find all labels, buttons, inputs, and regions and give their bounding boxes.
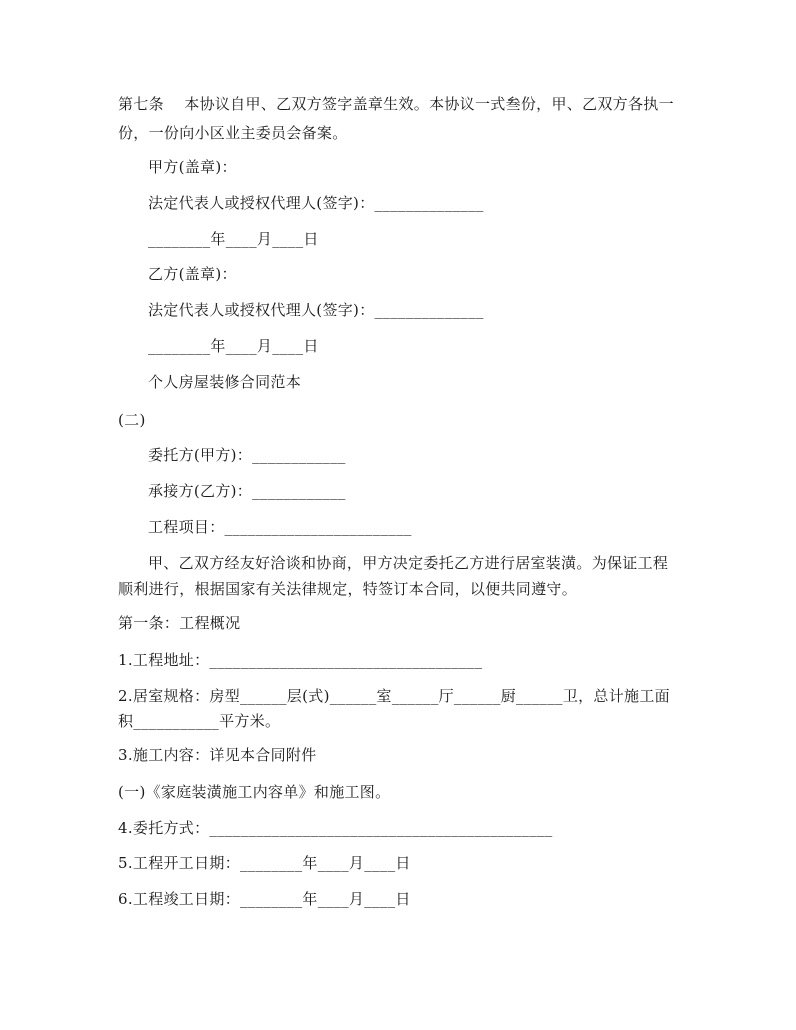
room-spec-line-1: 2.居室规格：房型______层(式)______室______厅______厨______卫，总计施工面 (118, 687, 670, 705)
client-party-a: 委托方(甲方)：____________ (148, 446, 346, 464)
construction-content: 3.施工内容：详见本合同附件 (118, 746, 317, 764)
completion-date: 6.工程竣工日期：________年____月____日 (118, 890, 411, 908)
section-number: (二) (118, 411, 146, 429)
room-spec-line-2: 积___________平方米。 (118, 712, 281, 730)
party-a-date: ________年____月____日 (148, 230, 319, 248)
party-a-signature: 法定代表人或授权代理人(签字)：______________ (148, 194, 484, 212)
article-7-line-1: 第七条 本协议自甲、乙双方签字盖章生效。本协议一式叁份，甲、乙双方各执一 (118, 95, 674, 113)
party-b-seal: 乙方(盖章)： (148, 265, 237, 283)
project-address: 1.工程地址：___________________________________ (118, 651, 483, 669)
contractor-party-b: 承接方(乙方)：____________ (148, 482, 346, 500)
party-b-date: ________年____月____日 (148, 337, 319, 355)
project-name: 工程项目：________________________ (148, 518, 412, 536)
party-b-signature: 法定代表人或授权代理人(签字)：______________ (148, 301, 484, 319)
party-a-seal: 甲方(盖章)： (148, 158, 237, 176)
content-list-note: (一)《家庭装潢施工内容单》和施工图。 (118, 783, 391, 801)
start-date: 5.工程开工日期：________年____月____日 (118, 854, 411, 872)
article-1-heading: 第一条：工程概况 (118, 614, 241, 632)
preamble-line-1: 甲、乙双方经友好洽谈和协商，甲方决定委托乙方进行居室装潢。为保证工程 (148, 554, 669, 572)
commission-method: 4.委托方式：____________________________________________ (118, 819, 553, 837)
article-7-line-2: 份，一份向小区业主委员会备案。 (118, 124, 348, 142)
preamble-line-2: 顺利进行，根据国家有关法律规定，特签订本合同，以便共同遵守。 (118, 580, 578, 598)
contract-title: 个人房屋装修合同范本 (148, 373, 302, 391)
